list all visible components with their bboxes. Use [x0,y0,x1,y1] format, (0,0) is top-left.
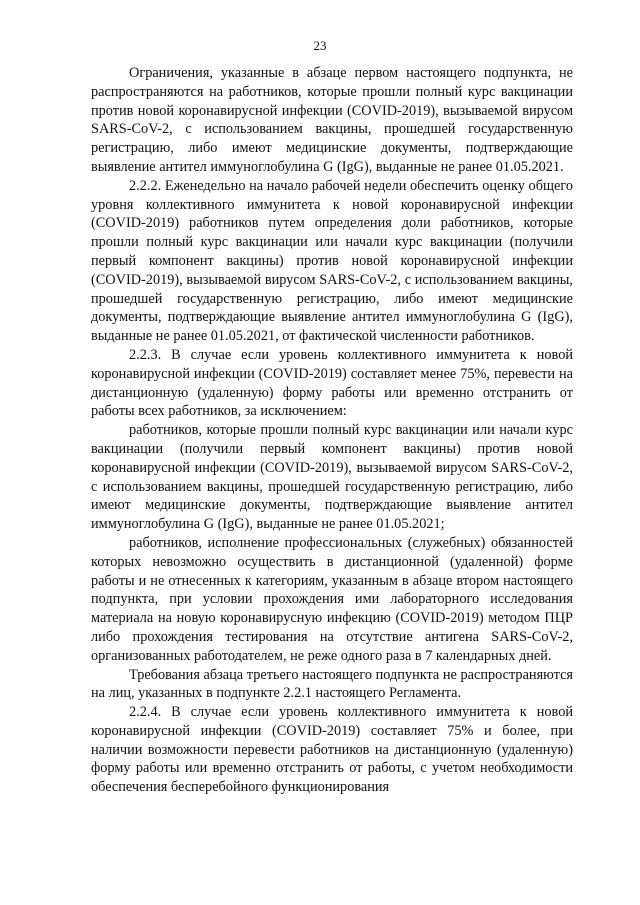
paragraph: 2.2.2. Еженедельно на начало рабочей недели обеспечить оценку общего уровня коллективного иммунитета к новой коронавирусной инфекции (COVID-2019) работников путем определения доли работников, которые прошли полный курс вакцинации или начали курс вакцинации (получили первый компонент вакцины) против новой коронавирусной инфекции (COVID-2019), вызываемой вирусом SARS-CoV-2, с использованием вакцины, прошедшей государственную регистрацию, либо имеют медицинские документы, подтверждающие выявление антител иммуноглобулина G (IgG), выданные не ранее 01.05.2021, от фактической численности работников. [91,177,573,345]
paragraph: Требования абзаца третьего настоящего подпункта не распространяются на лиц, указанных в подпункте 2.2.1 настоящего Регламента. [91,666,573,702]
paragraph: 2.2.3. В случае если уровень коллективного иммунитета к новой коронавирусной инфекции (COVID-2019) составляет менее 75%, перевести на дистанционную (удаленную) форму работы или временно отстранить от работы всех работников, за исключением: [91,346,573,420]
page-number: 23 [313,38,327,53]
paragraph: работников, исполнение профессиональных (служебных) обязанностей которых невозможно осуществить в дистанционной (удаленной) форме работы и не отнесенных к категориям, указанным в абзаце втором настоящего подпункта, при условии прохождения ими лабораторного исследования материала на новую коронавирусную инфекцию (COVID-2019) методом ПЦР либо прохождения тестирования на отсутствие антигена SARS-CoV-2, организованных работодателем, не реже одного раза в 7 календарных дней. [91,534,573,664]
paragraph: 2.2.4. В случае если уровень коллективного иммунитета к новой коронавирусной инфекции (COVID-2019) составляет 75% и более, при наличии возможности перевести работников на дистанционную (удаленную) форму работы или временно отстранить от работы, с учетом необходимости обеспечения бесперебойного функционирования [91,704,573,796]
body-text [91,64,573,797]
paragraph: Ограничения, указанные в абзаце первом настоящего подпункта, не распространяются на работников, которые прошли полный курс вакцинации против новой коронавирусной инфекции (COVID-2019), вызываемой вирусом SARS-CoV-2, с использованием вакцины, прошедшей государственную регистрацию, либо имеют медицинские документы, подтверждающие выявление антител иммуноглобулина G (IgG), выданные не ранее 01.05.2021. [91,65,573,175]
paragraph: работников, которые прошли полный курс вакцинации или начали курс вакцинации (получили первый компонент вакцины) против новой коронавирусной инфекции (COVID-2019), вызываемой вирусом SARS-CoV-2, с использованием вакцины, прошедшей государственную регистрацию, либо имеют медицинские документы, подтверждающие выявление антител иммуноглобулина G (IgG), выданные не ранее 01.05.2021; [91,422,573,533]
